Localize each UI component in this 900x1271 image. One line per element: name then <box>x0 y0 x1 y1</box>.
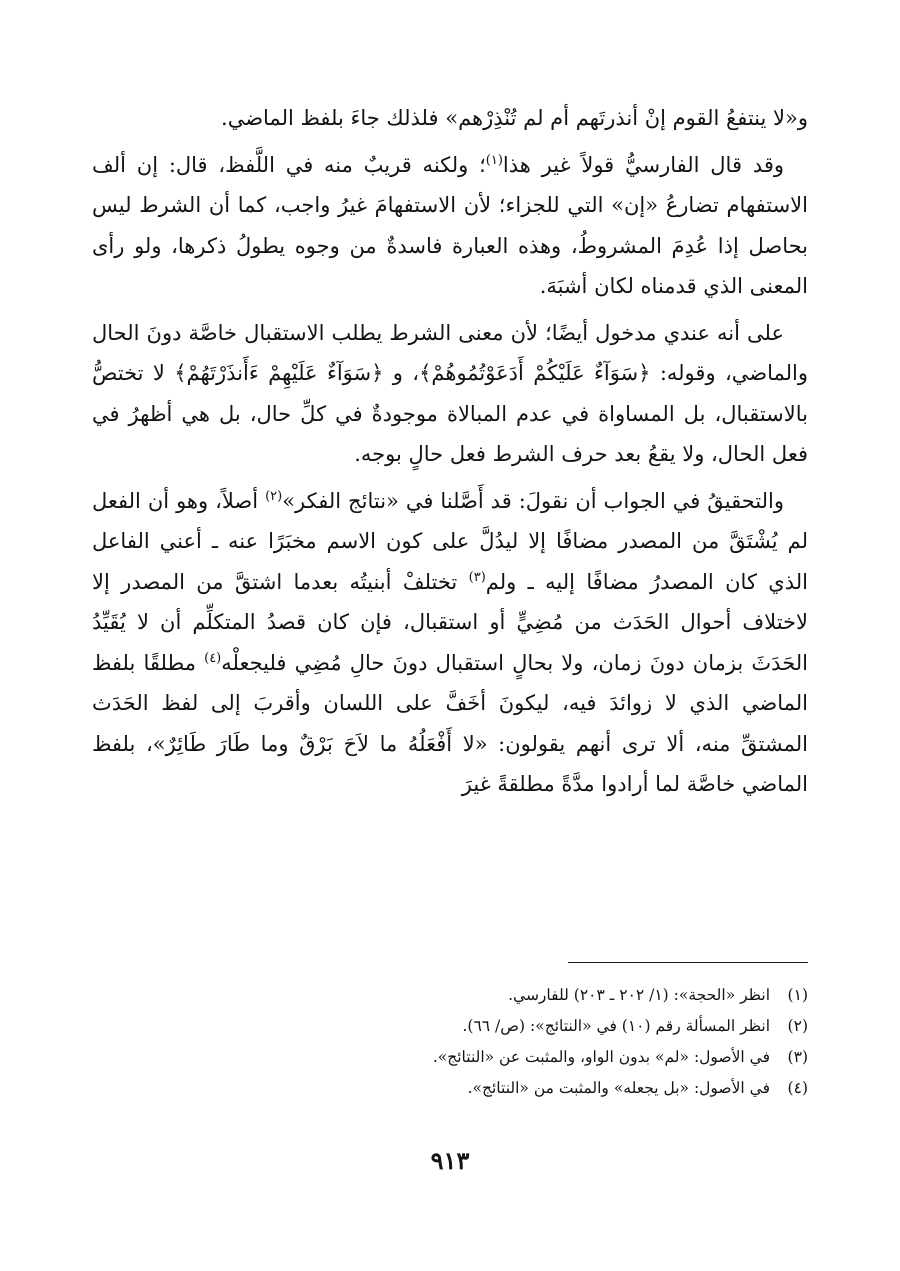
footnote-number: (٣) <box>787 1048 808 1066</box>
footnote-number: (٤) <box>787 1079 808 1097</box>
text-segment: والتحقيقُ في الجواب أن نقولَ: قد أَصَّلنا في «نتائج الفكر» <box>282 488 785 513</box>
text-segment: على أنه عندي مدخول أيضًا؛ لأن معنى الشرط يطلب الاستقبال خاصَّة دونَ الحال والماضي، وقوله: ﴿سَوَآءٌ عَلَيْكُمْ أَدَعَوْتُمُوهُمْ﴾، و ﴿سَوَآءٌ عَلَيْهِمْ ءَأَنذَرْتَهُمْ﴾ لا تختصُّ بالاستقبال، بل المساواة في عدم المبالاة موجودةٌ في كلِّ حال، بل هي أظهرُ في فعل الحال، ولا يقعُ بعد حرف الشرط فعل حالٍ بوجه. <box>92 320 808 466</box>
footnote-reference: (٢) <box>265 488 283 504</box>
footnote-text: انظر المسألة رقم (١٠) في «النتائج»: (ص/ ٦٦). <box>462 1017 770 1035</box>
footnote-text: انظر «الحجة»: (١/ ٢٠٢ ـ ٢٠٣) للفارسي. <box>508 986 770 1004</box>
text-segment: مطلقًا بلفظ الماضي الذي لا زوائدَ فيه، ليكونَ أخَفَّ على اللسان وأقربَ إلى لفظ الحَدَث المشتقِّ منه، ألا ترى أنهم يقولون: «لا أَفْعَلُهُ ما لاَحَ بَرْقٌ وما طَارَ طَائِرٌ»، بلفظ الماضي خاصَّة لما أرادوا مدَّةً مطلقةً غيرَ <box>92 650 808 796</box>
footnotes-section <box>92 980 808 1104</box>
footnote-number: (٢) <box>787 1017 808 1035</box>
footnote-number: (١) <box>787 986 808 1004</box>
footnote-4 <box>92 1073 808 1104</box>
footnote-text: في الأصول: «لم» بدون الواو، والمثبت عن «النتائج». <box>432 1048 770 1066</box>
paragraph-2 <box>92 145 808 307</box>
footnote-3 <box>92 1042 808 1073</box>
footnote-reference: (٣) <box>468 569 486 585</box>
paragraph-1 <box>92 98 808 139</box>
paragraph-3 <box>92 313 808 475</box>
footnote-reference: (٤) <box>204 650 222 666</box>
footnote-2 <box>92 1011 808 1042</box>
text-segment: ؛ ولكنه قريبٌ منه في اللَّفظ، قال: إن ألف الاستفهام تضارعُ «إن» التي للجزاء؛ لأن الاستفهامَ غيرُ واجب، كما أن الشرط ليس بحاصل إذا عُدِمَ المشروطُ، وهذه العبارة فاسدةٌ من وجوه يطولُ ذكرها، ولو رأى المعنى الذي قدمناه لكان أشبَهَ. <box>92 152 808 298</box>
footnote-separator <box>568 962 808 963</box>
text-segment: وقد قال الفارسيُّ قولاً غير هذا <box>502 152 784 177</box>
main-text-body <box>92 98 808 805</box>
footnote-text: في الأصول: «بل يجعله» والمثبت من «النتائج». <box>467 1079 770 1097</box>
text-segment: أصلاً، وهو أن الفعل لم يُشْتَقَّ من المصدر مضافًا إلا ليدُلَّ على كون الاسم مخبَرًا عنه ـ أعني الفاعل الذي كان المصدرُ مضافًا إليه ـ ولم <box>92 488 809 594</box>
text-segment: تختلفْ أبنيتُه بعدما اشتقَّ من المصدر إلا لاختلاف أحوال الحَدَث من مُضِيٍّ أو استقبال، فإن كان قصدُ المتكلِّم أن لا يُقَيِّدُ الحَدَثَ بزمان دونَ زمان، ولا بحالٍ استقبال دونَ حالِ مُضِي فليجعلْه <box>92 569 808 675</box>
text-segment: و«لا ينتفعُ القوم إنْ أنذرتَهم أم لم تُنْذِرْهم» فلذلك جاءَ بلفظ الماضي. <box>221 106 808 130</box>
paragraph-4 <box>92 481 808 805</box>
page-number: ٩١٣ <box>430 1146 470 1175</box>
footnote-1 <box>92 980 808 1011</box>
footnote-reference: (١) <box>485 152 503 168</box>
